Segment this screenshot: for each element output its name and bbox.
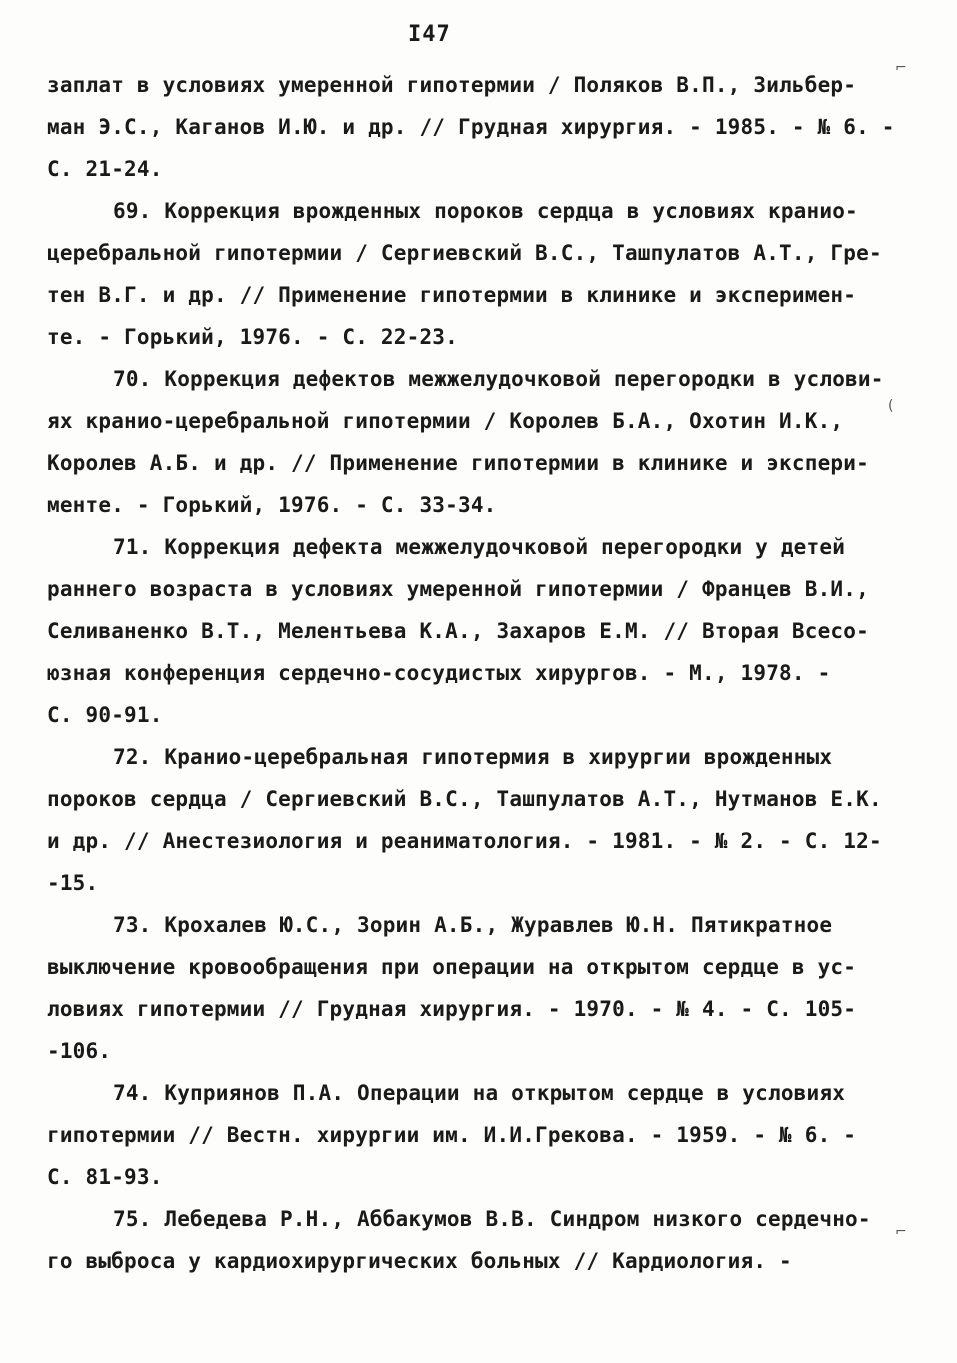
text-line: Селиваненко В.Т., Мелентьева К.А., Захаров Е.М. // Вторая Всесо- — [47, 619, 869, 643]
scan-mark: ⌐ — [895, 1224, 907, 1240]
text-line: С. 21-24. — [47, 157, 163, 181]
text-line: заплат в условиях умеренной гипотермии / Поляков В.П., Зильбер- — [47, 73, 857, 97]
text-line: ях кранио-церебральной гипотермии / Королев Б.А., Охотин И.К., — [47, 409, 844, 433]
text-line: пороков сердца / Сергиевский В.С., Ташпулатов А.Т., Нутманов Е.К. — [47, 787, 882, 811]
entry-75-start: 75. Лебедева Р.Н., Аббакумов В.В. Синдром низкого сердечно- — [113, 1207, 871, 1231]
text-line: менте. - Горький, 1976. - С. 33-34. — [47, 493, 497, 517]
entry-73-start: 73. Крохалев Ю.С., Зорин А.Б., Журавлев Ю.Н. Пятикратное — [113, 913, 833, 937]
entry-70-start: 70. Коррекция дефектов межжелудочковой перегородки в услови- — [113, 367, 884, 391]
text-line: -15. — [47, 871, 99, 895]
entry-69-start: 69. Коррекция врожденных пороков сердца в условиях кранио- — [113, 199, 858, 223]
text-line: и др. // Анестезиология и реаниматология. - 1981. - № 2. - С. 12- — [47, 829, 882, 853]
scan-mark: ( — [888, 398, 894, 414]
page-number: I47 — [408, 22, 451, 47]
text-line: С. 81-93. — [47, 1165, 163, 1189]
text-line: ловиях гипотермии // Грудная хирургия. - 1970. - № 4. - С. 105- — [47, 997, 857, 1021]
entry-72-start: 72. Кранио-церебральная гипотермия в хирургии врожденных — [113, 745, 833, 769]
text-line: Королев А.Б. и др. // Применение гипотермии в клинике и экспери- — [47, 451, 869, 475]
entry-71-start: 71. Коррекция дефекта межжелудочковой перегородки у детей — [113, 535, 846, 559]
entry-74-start: 74. Куприянов П.А. Операции на открытом сердце в условиях — [113, 1081, 846, 1105]
text-line: го выброса у кардиохирургических больных // Кардиология. - — [47, 1249, 792, 1273]
text-line: гипотермии // Вестн. хирургии им. И.И.Грекова. - 1959. - № 6. - — [47, 1123, 857, 1147]
text-line: тен В.Г. и др. // Применение гипотермии в клинике и эксперимен- — [47, 283, 857, 307]
text-line: выключение кровообращения при операции на открытом сердце в ус- — [47, 955, 857, 979]
text-line: церебральной гипотермии / Сергиевский В.С., Ташпулатов А.Т., Гре- — [47, 241, 882, 265]
bibliography-text — [47, 64, 897, 1282]
text-line: раннего возраста в условиях умеренной гипотермии / Францев В.И., — [47, 577, 869, 601]
text-line: С. 90-91. — [47, 703, 163, 727]
text-line: те. - Горький, 1976. - С. 22-23. — [47, 325, 458, 349]
text-line: -106. — [47, 1039, 112, 1063]
scan-mark: ⌐ — [895, 60, 907, 76]
text-line: ман Э.С., Каганов И.Ю. и др. // Грудная хирургия. - 1985. - № 6. - — [47, 115, 895, 139]
text-line: юзная конференция сердечно-сосудистых хирургов. - М., 1978. - — [47, 661, 831, 685]
